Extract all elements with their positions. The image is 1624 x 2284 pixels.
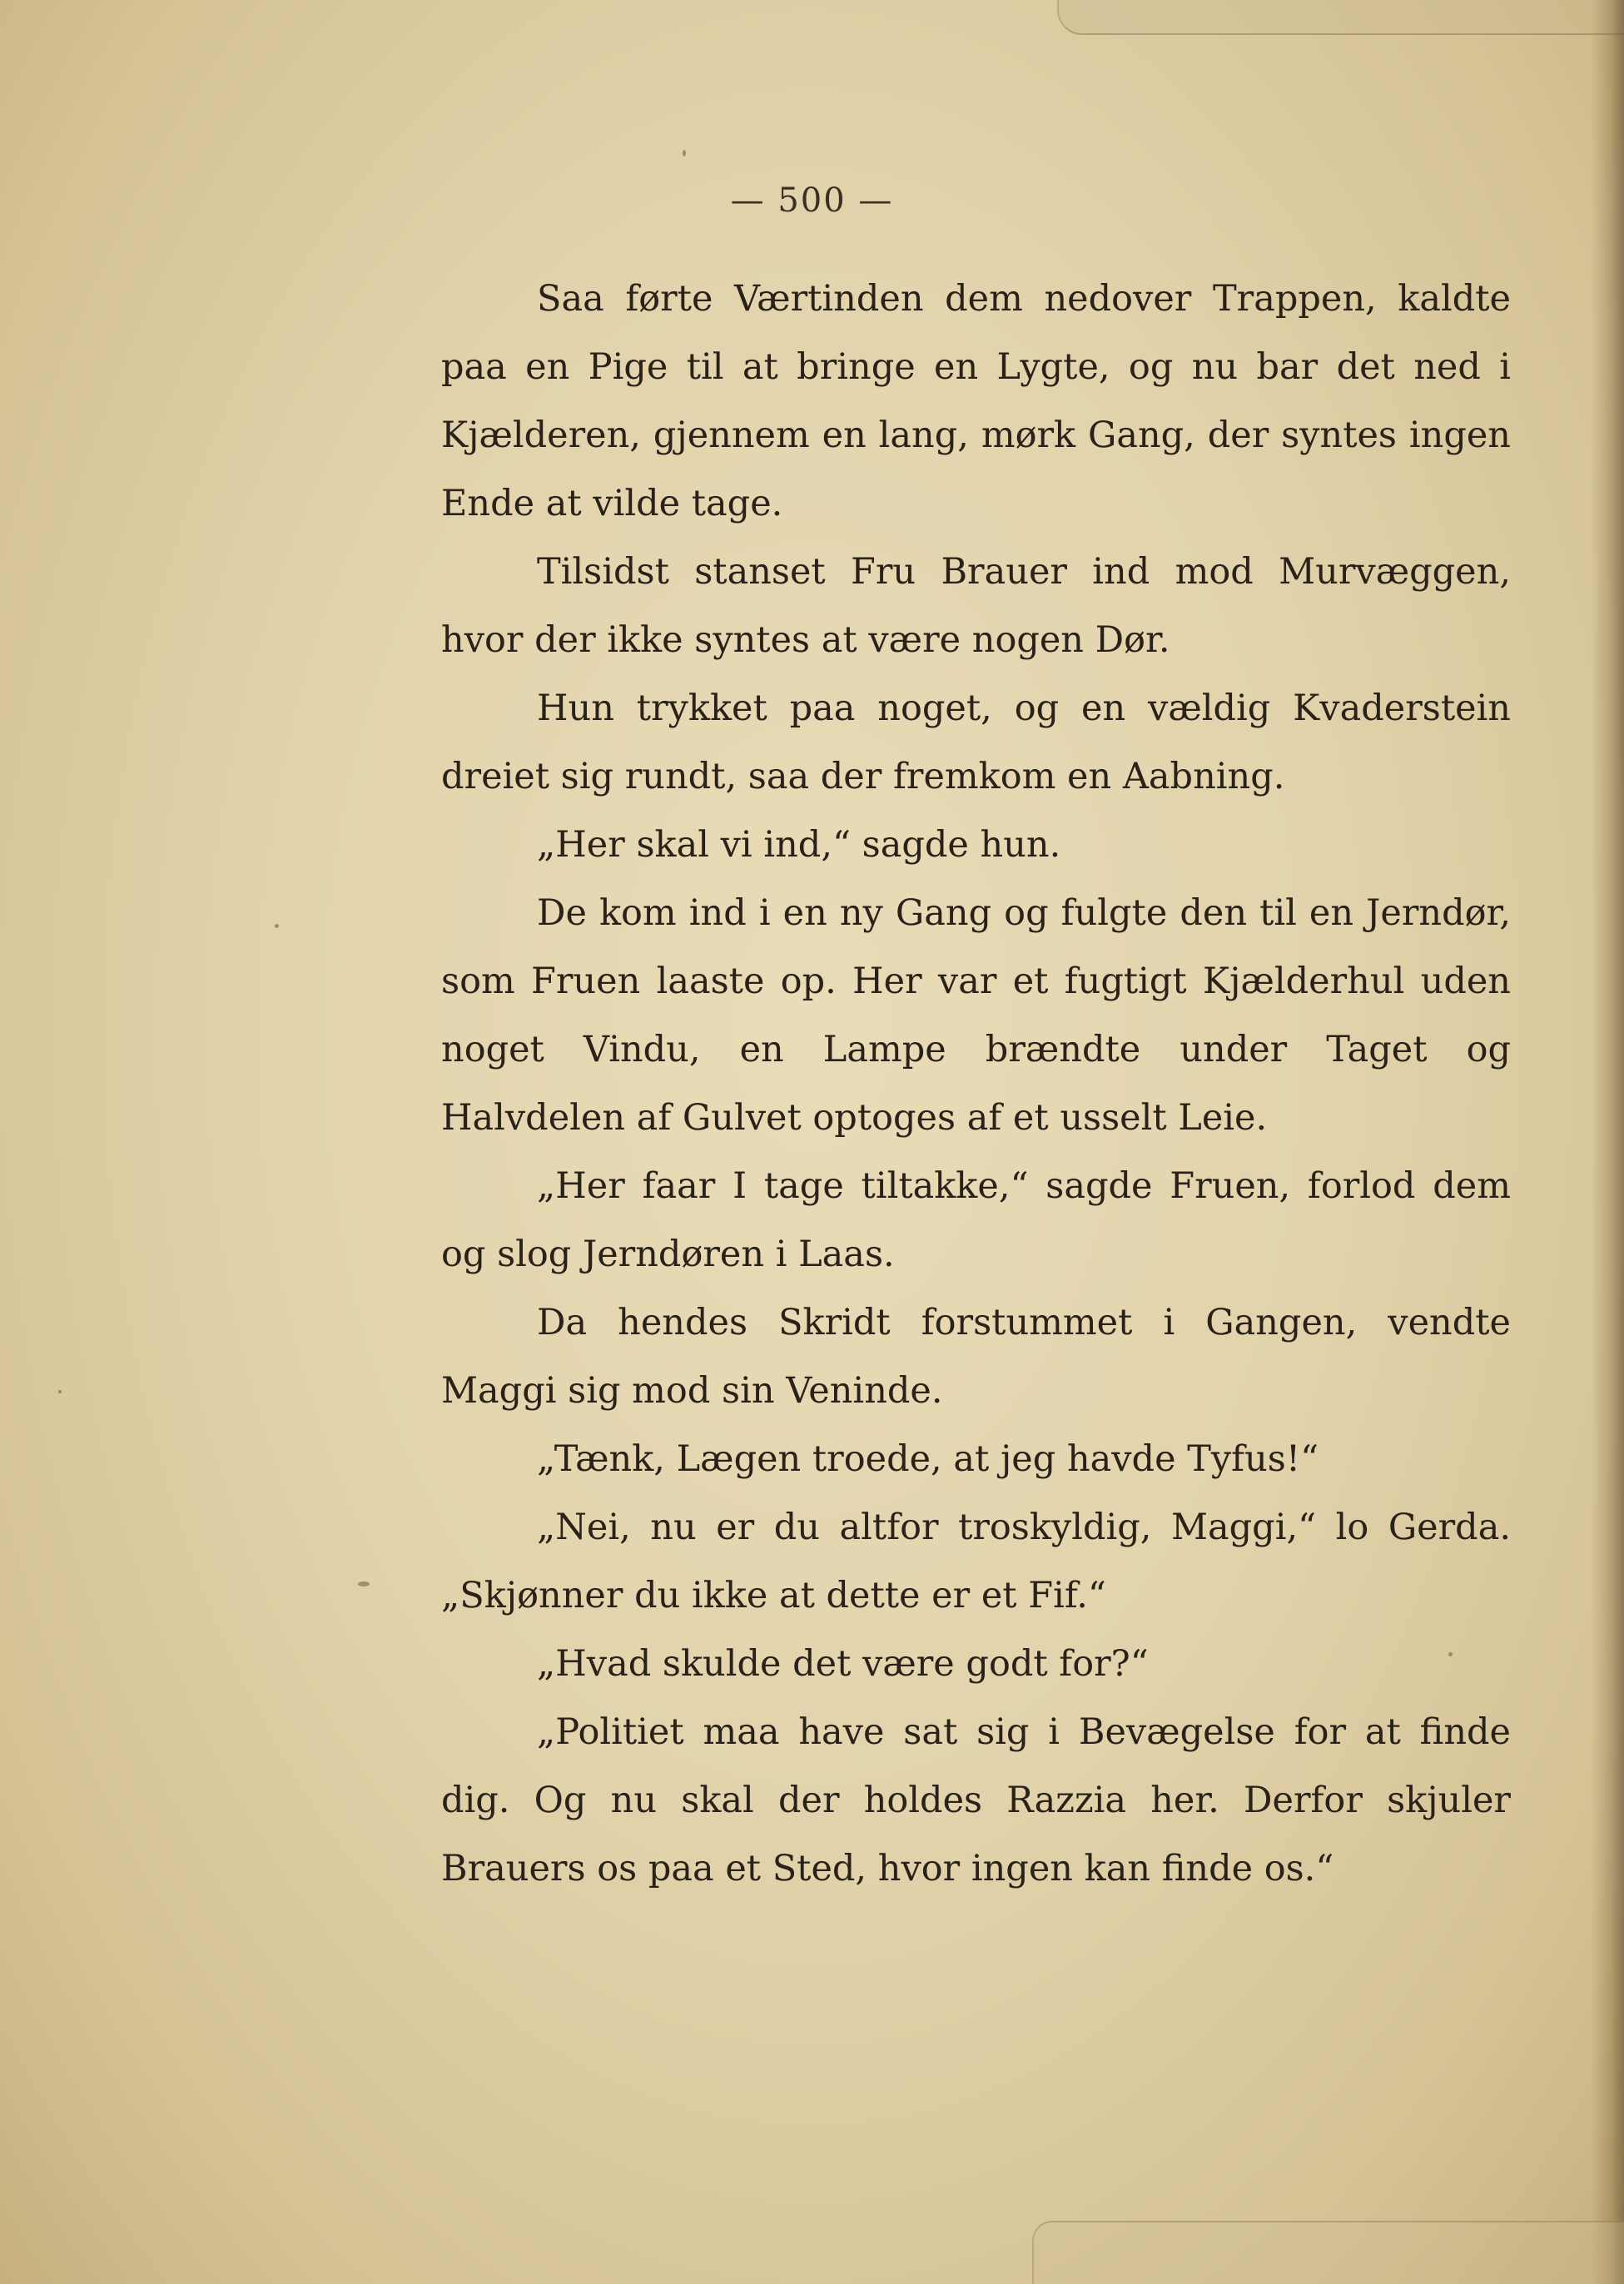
paragraph: Saa førte Værtinden dem nedover Trappen, kaldte paa en Pige til at bringe en Lygte, og nu bar det ned i Kjælderen, gjennem en lang, mørk Gang, der syntes ingen Ende at vilde tage. xyxy=(441,278,1511,524)
paragraph: Tilsidst stanset Fru Brauer ind mod Murvæggen, hvor der ikke syntes at være nogen Dør. xyxy=(441,551,1511,661)
paper-edge-top xyxy=(1057,0,1624,35)
paper-speck xyxy=(275,924,279,928)
paper-speck xyxy=(358,1581,370,1586)
paragraph: „Politiet maa have sat sig i Bevægelse for at finde dig. Og nu skal der holdes Razzia her. Derfor skjuler Brauers os paa et Sted, hvor ingen kan finde os.“ xyxy=(441,1711,1511,1889)
paragraph: „Hvad skulde det være godt for?“ xyxy=(537,1643,1149,1685)
paper-edge-bottom xyxy=(1032,2221,1624,2284)
paragraph: „Tænk, Lægen troede, at jeg havde Tyfus!“ xyxy=(537,1438,1319,1480)
page-number: — 500 — xyxy=(730,181,894,220)
paper-speck xyxy=(683,150,686,156)
paragraph: „Her faar I tage tiltakke,“ sagde Fruen, forlod dem og slog Jerndøren i Laas. xyxy=(441,1165,1511,1275)
paragraph: Da hendes Skridt forstummet i Gangen, vendte Maggi sig mod sin Veninde. xyxy=(441,1302,1511,1412)
paper-speck xyxy=(58,1390,62,1393)
paper-edge-right xyxy=(1591,0,1624,2284)
paragraph: Hun trykket paa noget, og en vældig Kvaderstein dreiet sig rundt, saa der fremkom en Aabning. xyxy=(441,688,1511,797)
paragraph: De kom ind i en ny Gang og fulgte den til en Jerndør, som Fruen laaste op. Her var et fugtigt Kjælderhul uden noget Vindu, en Lampe brændte under Taget og Halvdelen af Gulvet optoges af et usselt Leie. xyxy=(441,892,1511,1139)
paragraph: „Nei, nu er du altfor troskyldig, Maggi,“ lo Gerda. „Skjønner du ikke at dette er et Fif.“ xyxy=(441,1507,1511,1616)
body-text xyxy=(441,265,1511,1903)
paragraph: „Her skal vi ind,“ sagde hun. xyxy=(537,824,1061,866)
